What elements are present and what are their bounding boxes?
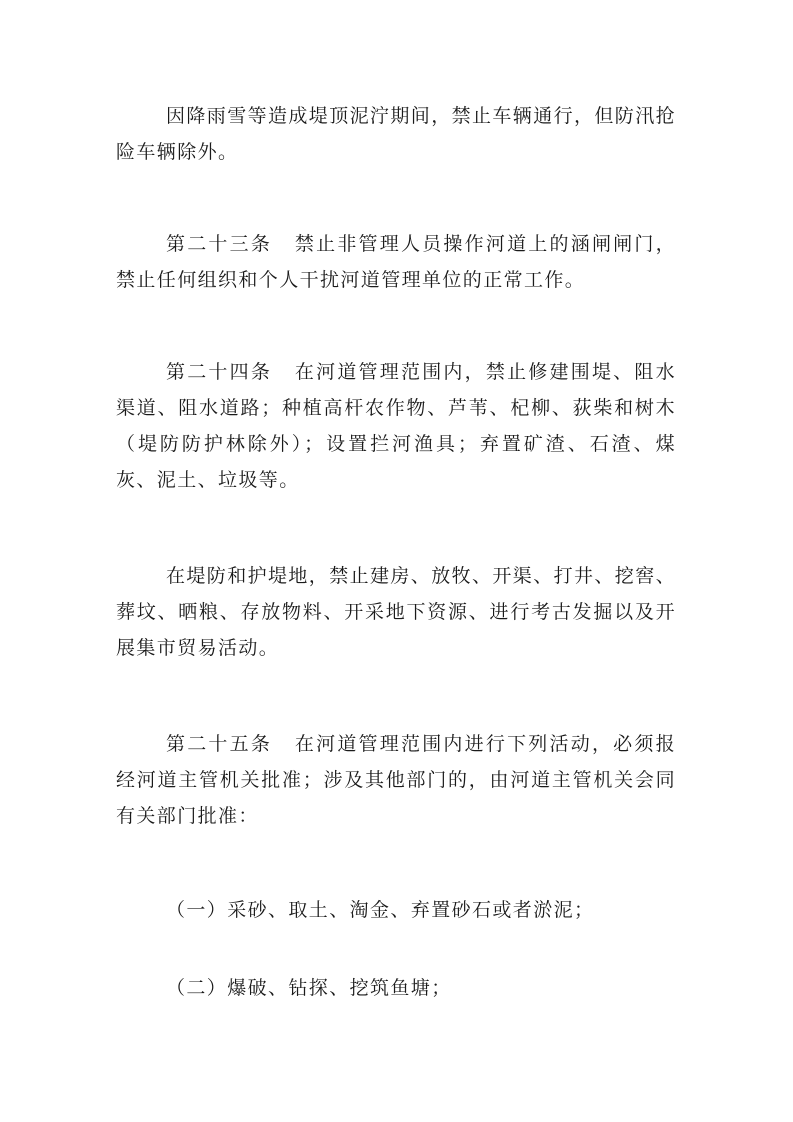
article-text: 在河道管理范围内进行下列活动，必须报经河道主管机关批准；涉及其他部门的，由河道主管机关会同有关部门批准： <box>116 733 676 827</box>
article-23 <box>116 226 676 298</box>
article-number: 第二十五条 <box>166 733 273 755</box>
article-number: 第二十四条 <box>166 361 273 383</box>
list-item-1 <box>116 892 676 928</box>
list-item-text: （一）采砂、取土、淘金、弃置砂石或者淤泥； <box>166 899 595 921</box>
list-item-text: （二）爆破、钻探、挖筑鱼塘； <box>166 977 452 999</box>
article-25 <box>116 726 676 834</box>
paragraph-embankment-vehicles <box>116 98 676 170</box>
article-24 <box>116 354 676 498</box>
article-number: 第二十三条 <box>166 233 273 255</box>
paragraph-text: 在堤防和护堤地，禁止建房、放牧、开渠、打井、挖窖、葬坟、晒粮、存放物料、开采地下资源、进行考古发掘以及开展集市贸易活动。 <box>116 565 677 659</box>
list-item-2 <box>116 970 676 1006</box>
article-text: 禁止非管理人员操作河道上的涵闸闸门，禁止任何组织和个人干扰河道管理单位的正常工作。 <box>116 233 676 291</box>
article-text: 在河道管理范围内，禁止修建围堤、阻水渠道、阻水道路；种植高杆农作物、芦苇、杞柳、荻柴和树木（堤防防护林除外）；设置拦河渔具；弃置矿渣、石渣、煤灰、泥土、垃圾等。 <box>116 361 676 491</box>
paragraph-text: 因降雨雪等造成堤顶泥泞期间，禁止车辆通行，但防汛抢险车辆除外。 <box>116 105 677 163</box>
paragraph-embankment-prohibitions <box>116 558 676 666</box>
